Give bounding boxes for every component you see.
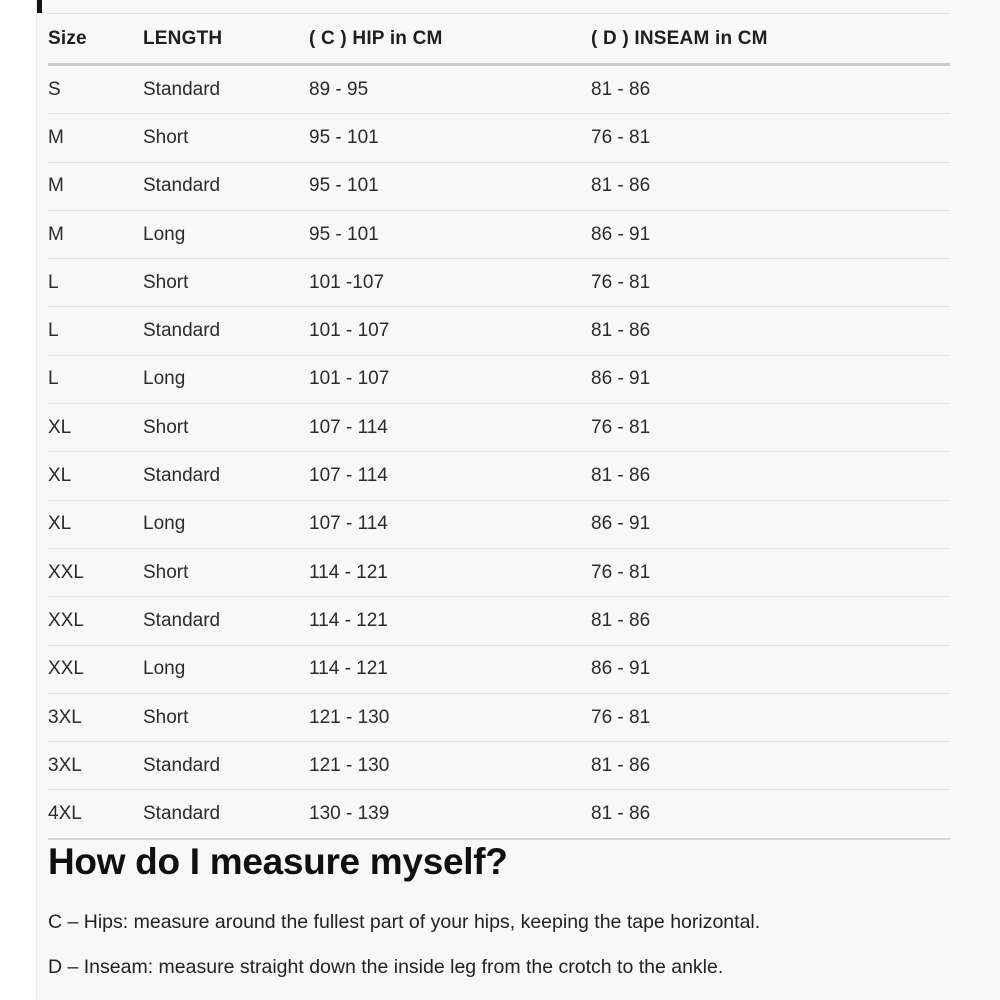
table-cell-length: Long	[143, 658, 186, 680]
table-row	[48, 163, 950, 211]
table-cell-size: XL	[48, 416, 72, 438]
table-cell-hip: 107 - 114	[309, 465, 388, 487]
table-cell-size: M	[48, 126, 64, 148]
table-cell-inseam: 86 - 91	[591, 368, 651, 390]
table-row	[48, 452, 950, 500]
table-cell-hip: 89 - 95	[309, 78, 369, 100]
table-cell-hip: 107 - 114	[309, 513, 388, 535]
table-cell-hip: 130 - 139	[309, 803, 390, 825]
table-cell-inseam: 81 - 86	[591, 320, 651, 342]
table-row	[48, 259, 950, 307]
table-cell-length: Short	[143, 126, 189, 148]
measure-heading: How do I measure myself?	[48, 841, 508, 882]
table-cell-size: S	[48, 78, 61, 100]
table-cell-length: Standard	[143, 78, 221, 100]
table-row	[48, 307, 950, 355]
table-cell-length: Standard	[143, 803, 221, 825]
table-cell-size: M	[48, 175, 64, 197]
table-row	[48, 742, 950, 790]
table-cell-length: Short	[143, 706, 189, 728]
table-cell-inseam: 81 - 86	[591, 78, 651, 100]
table-row	[48, 790, 950, 839]
table-cell-hip: 101 - 107	[309, 368, 390, 390]
measure-line-hips: C – Hips: measure around the fullest part of your hips, keeping the tape horizontal.	[48, 911, 761, 934]
top-left-artifact-mark	[37, 0, 42, 13]
column-header-hip: ( C ) HIP in CM	[309, 27, 443, 49]
table-cell-inseam: 86 - 91	[591, 223, 651, 245]
size-chart-table	[48, 13, 950, 840]
table-cell-hip: 101 -107	[309, 271, 385, 293]
table-cell-size: L	[48, 320, 59, 342]
table-cell-inseam: 81 - 86	[591, 754, 651, 776]
table-cell-hip: 95 - 101	[309, 126, 379, 148]
table-cell-length: Short	[143, 561, 189, 583]
table-cell-inseam: 81 - 86	[591, 803, 651, 825]
table-row	[48, 66, 950, 114]
table-cell-length: Short	[143, 271, 189, 293]
table-cell-length: Long	[143, 513, 186, 535]
column-header-size: Size	[48, 27, 87, 49]
table-cell-size: L	[48, 368, 59, 390]
table-cell-size: XXL	[48, 658, 84, 680]
table-cell-length: Standard	[143, 754, 221, 776]
table-cell-size: L	[48, 271, 59, 293]
table-cell-hip: 114 - 121	[309, 609, 388, 631]
table-cell-size: XL	[48, 465, 72, 487]
measure-section	[48, 840, 968, 999]
table-cell-inseam: 81 - 86	[591, 609, 651, 631]
table-cell-hip: 114 - 121	[309, 658, 388, 680]
table-cell-size: XXL	[48, 561, 84, 583]
table-row	[48, 501, 950, 549]
table-cell-hip: 95 - 101	[309, 175, 379, 197]
column-header-inseam: ( D ) INSEAM in CM	[591, 27, 768, 49]
table-cell-size: 3XL	[48, 706, 82, 728]
table-row	[48, 404, 950, 452]
table-cell-inseam: 81 - 86	[591, 465, 651, 487]
table-cell-length: Short	[143, 416, 189, 438]
table-cell-length: Standard	[143, 609, 221, 631]
table-row	[48, 646, 950, 694]
measure-line-inseam: D – Inseam: measure straight down the inside leg from the crotch to the ankle.	[48, 955, 724, 978]
table-cell-length: Standard	[143, 465, 221, 487]
size-chart-body	[48, 66, 950, 840]
table-cell-length: Standard	[143, 320, 221, 342]
size-chart-header-row	[48, 14, 950, 66]
table-cell-size: M	[48, 223, 64, 245]
table-cell-size: XXL	[48, 609, 84, 631]
table-cell-hip: 95 - 101	[309, 223, 379, 245]
table-cell-inseam: 76 - 81	[591, 706, 651, 728]
table-row	[48, 114, 950, 162]
table-cell-length: Long	[143, 368, 186, 390]
table-row	[48, 549, 950, 597]
table-cell-inseam: 76 - 81	[591, 416, 651, 438]
table-cell-inseam: 86 - 91	[591, 658, 651, 680]
table-cell-inseam: 76 - 81	[591, 561, 651, 583]
table-cell-length: Standard	[143, 175, 221, 197]
table-cell-inseam: 81 - 86	[591, 175, 651, 197]
table-cell-size: 4XL	[48, 803, 82, 825]
table-cell-size: XL	[48, 513, 72, 535]
table-cell-hip: 114 - 121	[309, 561, 388, 583]
table-cell-hip: 121 - 130	[309, 706, 390, 728]
table-cell-size: 3XL	[48, 754, 82, 776]
table-cell-length: Long	[143, 223, 186, 245]
table-row	[48, 356, 950, 404]
table-cell-hip: 107 - 114	[309, 416, 388, 438]
table-row	[48, 597, 950, 645]
table-cell-inseam: 76 - 81	[591, 271, 651, 293]
table-row	[48, 694, 950, 742]
table-row	[48, 211, 950, 259]
table-cell-hip: 121 - 130	[309, 754, 390, 776]
table-cell-inseam: 76 - 81	[591, 126, 651, 148]
table-cell-hip: 101 - 107	[309, 320, 390, 342]
table-cell-inseam: 86 - 91	[591, 513, 651, 535]
column-header-length: LENGTH	[143, 27, 223, 49]
